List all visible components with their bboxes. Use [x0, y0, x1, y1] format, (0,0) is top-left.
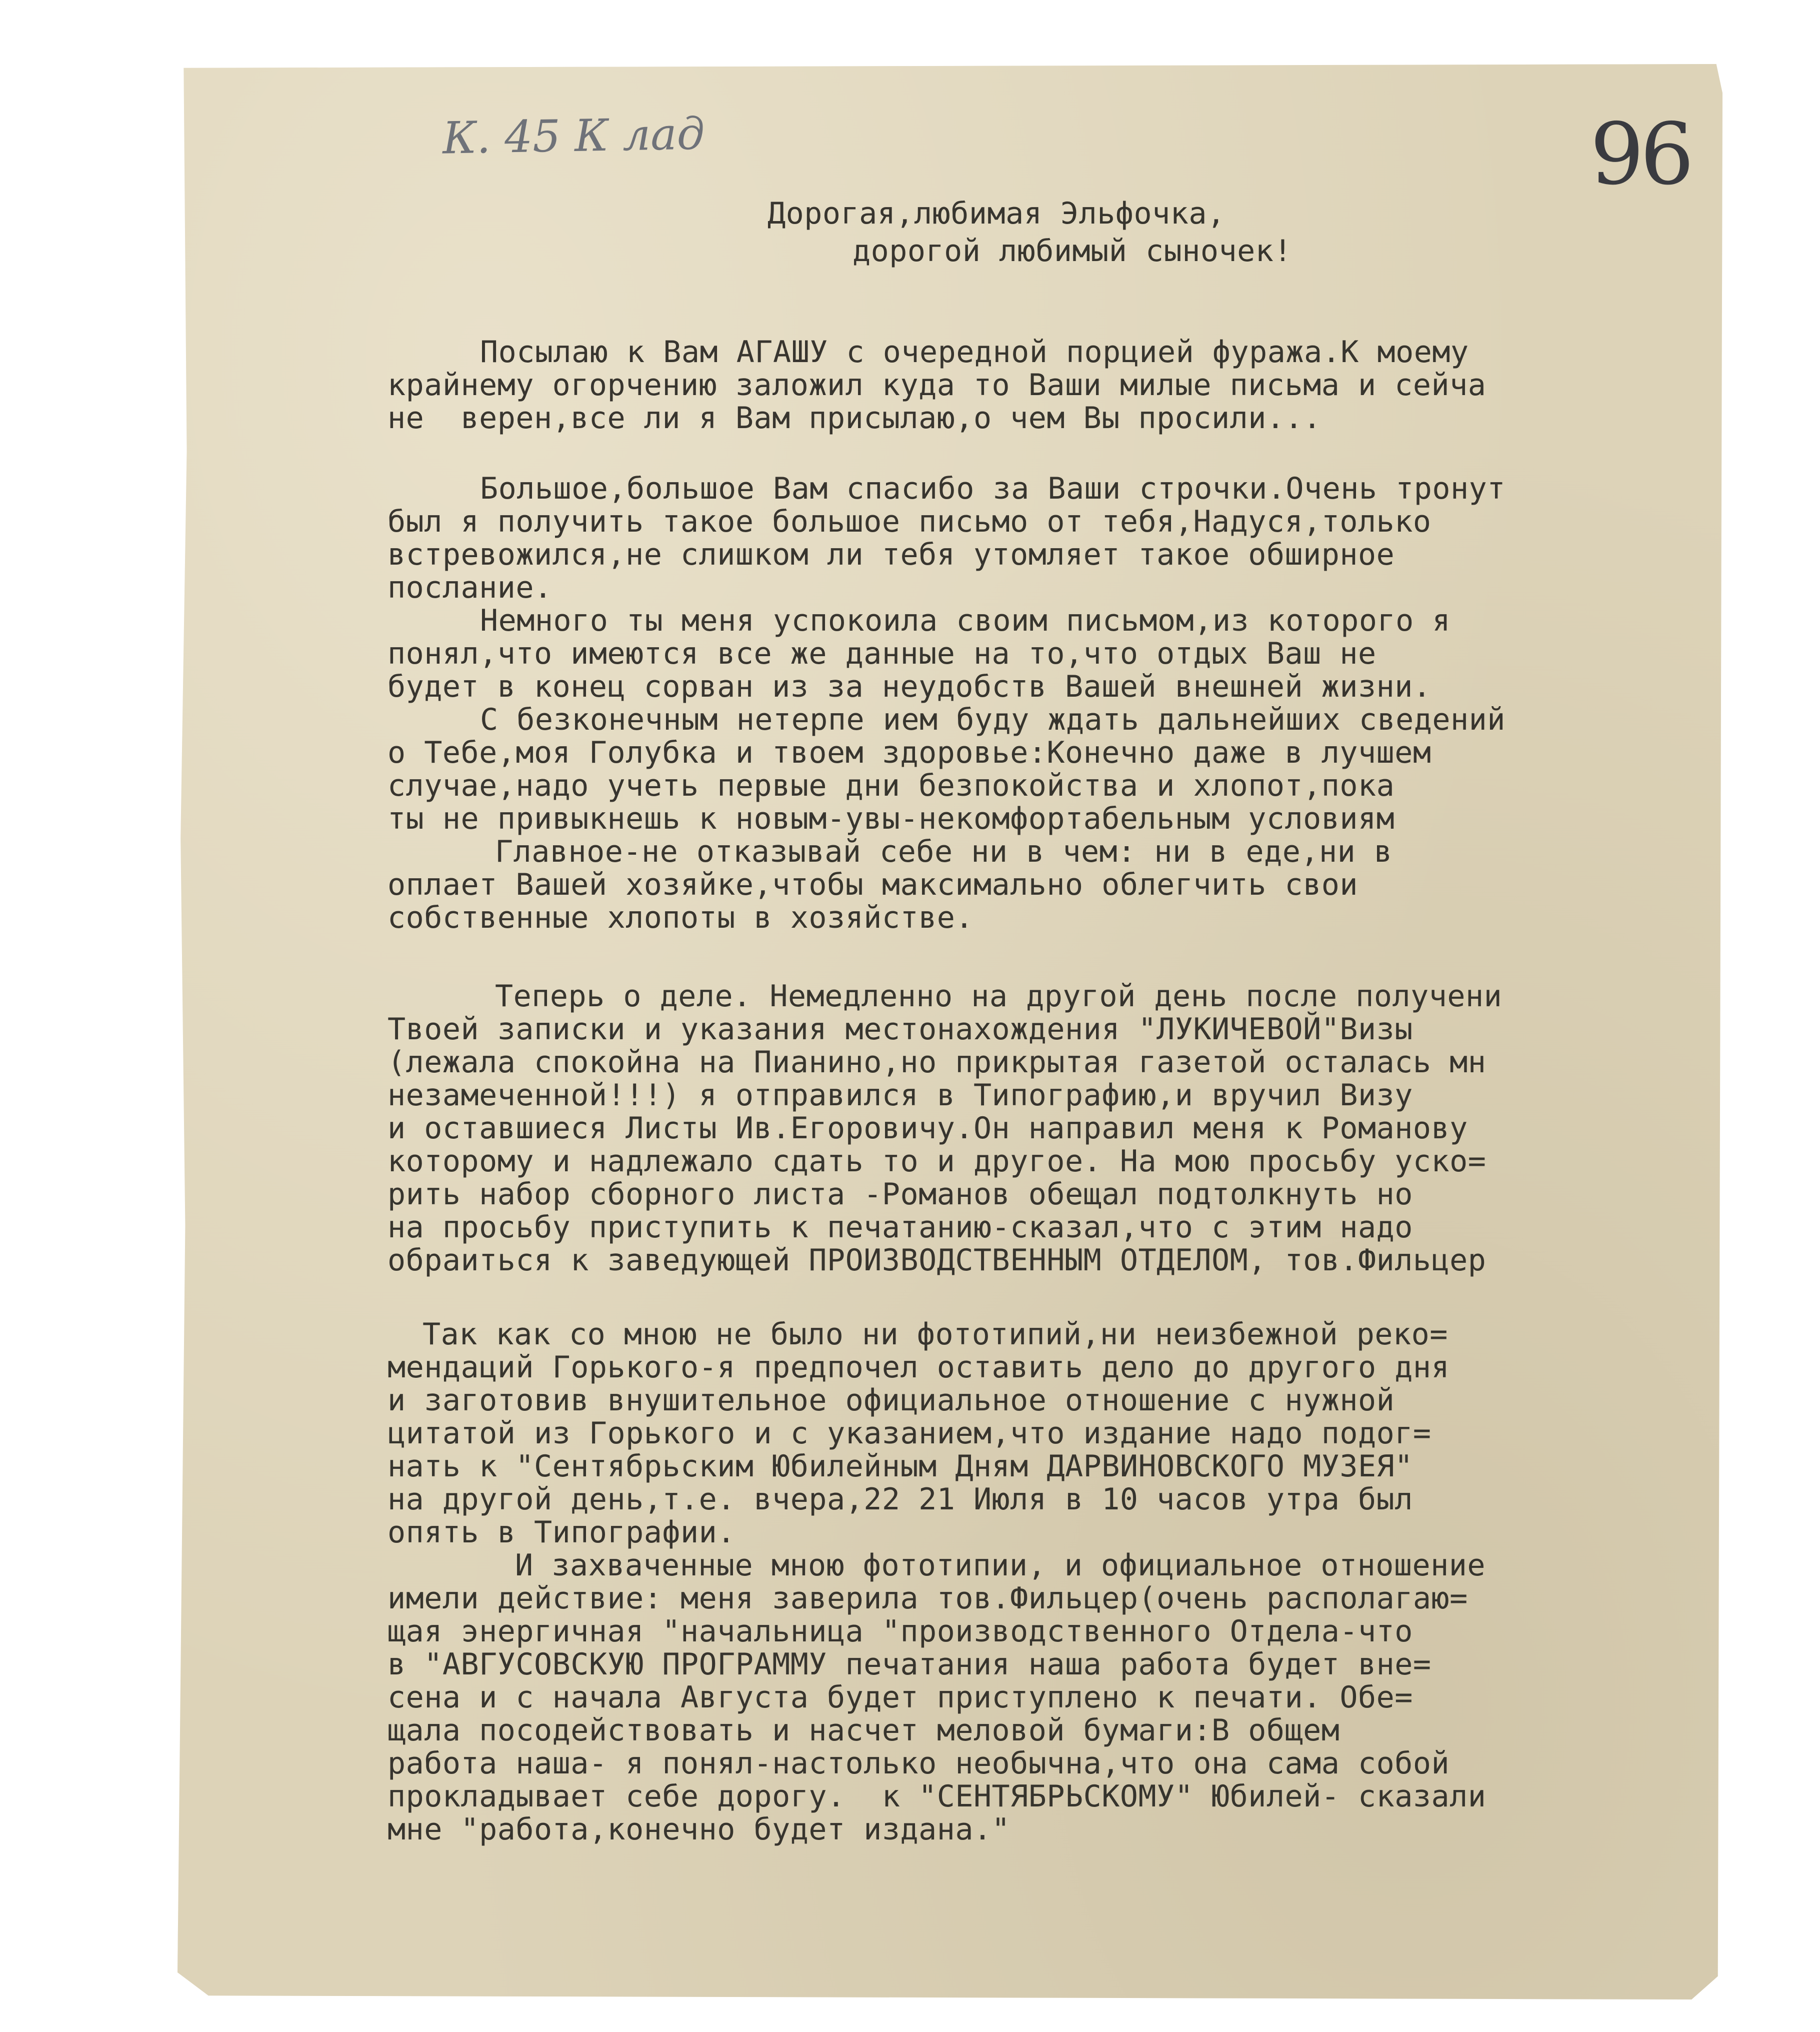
letter-line: Посылаю к Вам АГАШУ с очередной порцией фуража.К моему: [480, 335, 1469, 370]
letter-line: Твоей записки и указания местонахождения "ЛУКИЧЕВОЙ"Визы: [388, 1012, 1413, 1047]
letter-line: рить набор сборного листа -Романов обещал подтолкнуть но: [388, 1177, 1413, 1212]
letter-line: которому и надлежало сдать то и другое. На мою просьбу уско=: [388, 1144, 1486, 1179]
letter-line: собственные хлопоты в хозяйстве.: [388, 900, 974, 935]
letter-line: работа наша- я понял-настолько необычна,что она сама собой: [388, 1746, 1450, 1781]
letter-line: ты не привыкнешь к новым-увы-некомфортабельным условиям: [388, 801, 1395, 836]
letter-line: и оставшиеся Листы Ив.Егоровичу.Он направил меня к Романову: [388, 1111, 1468, 1146]
letter-line: послание.: [388, 570, 552, 605]
letter-line: мендаций Горького-я предпочел оставить дело до другого дня: [388, 1350, 1450, 1385]
letter-line: щая энергичная "начальница "производственного Отдела-что: [388, 1614, 1413, 1649]
letter-line: Теперь о деле. Немедленно на другой день после получени: [495, 979, 1502, 1014]
letter-line: понял,что имеются все же данные на то,что отдых Ваш не: [388, 636, 1376, 671]
handwritten-archive-reference: К. 45 К лад: [442, 108, 706, 164]
letter-line: о Тебе,моя Голубка и твоем здоровье:Конечно даже в лучшем: [388, 735, 1432, 770]
salutation-line-2: дорогой любимый сыночек!: [852, 234, 1292, 269]
letter-line: мне "работа,конечно будет издана.": [388, 1812, 1010, 1847]
letter-line: цитатой из Горького и с указанием,что издание надо подог=: [388, 1416, 1432, 1451]
letter-line: (лежала спокойна на Пианино,но прикрытая газетой осталась мн: [388, 1045, 1486, 1080]
letter-line: незамеченной!!!) я отправился в Типографию,и вручил Визу: [388, 1078, 1413, 1113]
letter-line: крайнему огорчению заложил куда то Ваши милые письма и сейча: [388, 368, 1486, 403]
letter-line: обраиться к заведующей ПРОИЗВОДСТВЕННЫМ ОТДЕЛОМ, тов.Фильцер: [388, 1243, 1486, 1278]
letter-line: не верен,все ли я Вам присылаю,о чем Вы просили...: [388, 401, 1322, 436]
letter-line: встревожился,не слишком ли тебя утомляет такое обширное: [388, 537, 1395, 572]
letter-line: имели действие: меня заверила тов.Фильцер(очень располагаю=: [388, 1581, 1468, 1616]
letter-line: С безконечным нетерпе ием буду ждать дальнейших сведений: [480, 702, 1506, 737]
letter-line: на другой день,т.е. вчера,22 21 Июля в 10 часов утра был: [388, 1482, 1413, 1517]
letter-line: щала посодействовать и насчет меловой бумаги:В общем: [388, 1713, 1340, 1748]
letter-line: на просьбу приступить к печатанию-сказал,что с этим надо: [388, 1210, 1413, 1245]
letter-line: прокладывает себе дорогу. к "СЕНТЯБРЬСКОМУ" Юбилей- сказали: [388, 1779, 1486, 1814]
letter-line: Немного ты меня успокоила своим письмом,из которого я: [480, 603, 1451, 638]
letter-line: Так как со мною не было ни фототипий,ни неизбежной реко=: [422, 1317, 1448, 1352]
letter-line: Главное-не отказывай себе ни в чем: ни в еде,ни в: [495, 834, 1392, 869]
letter-line: в "АВГУСОВСКУЮ ПРОГРАММУ печатания наша работа будет вне=: [388, 1647, 1432, 1682]
letter-line: будет в конец сорван из за неудобств Вашей внешней жизни.: [388, 669, 1432, 704]
handwritten-page-number: 96: [1590, 105, 1690, 204]
letter-line: Большое,большое Вам спасибо за Ваши строчки.Очень тронут: [480, 471, 1506, 506]
letter-line: случае,надо учеть первые дни безпокойства и хлопот,пока: [388, 768, 1395, 803]
letter-line: нать к "Сентябрьским Юбилейным Дням ДАРВИНОВСКОГО МУЗЕЯ": [388, 1449, 1413, 1484]
letter-line: сена и с начала Августа будет приступлено к печати. Обе=: [388, 1680, 1413, 1715]
salutation-line-1: Дорогая,любимая Эльфочка,: [768, 196, 1226, 231]
letter-line: оплает Вашей хозяйке,чтобы максимально облегчить свои: [388, 867, 1358, 902]
letter-line: и заготовив внушительное официальное отношение с нужной: [388, 1383, 1395, 1418]
letter-line: опять в Типографии.: [388, 1515, 736, 1550]
letter-line: был я получить такое большое письмо от тебя,Надуся,только: [388, 504, 1432, 539]
letter-line: И захваченные мною фототипии, и официальное отношение: [515, 1548, 1486, 1583]
